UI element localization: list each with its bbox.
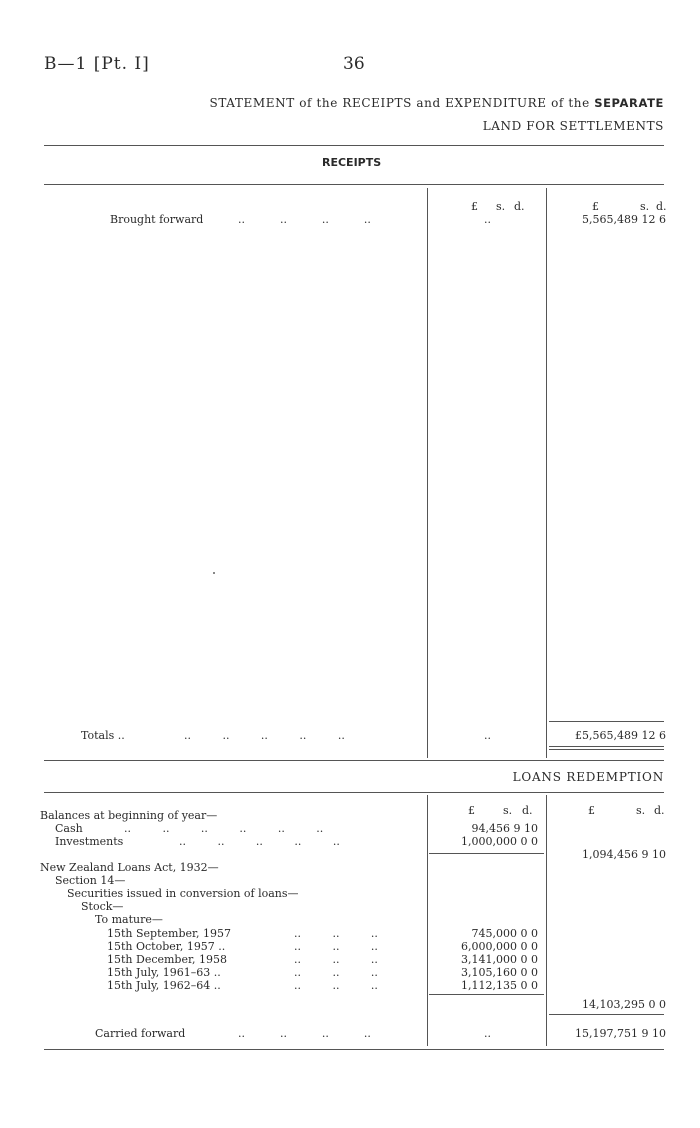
loans-col-divider-1-lower: [427, 1020, 428, 1046]
loans-col-divider-2: [546, 795, 547, 1020]
maturity-label: 15th December, 1958: [107, 953, 228, 966]
carried-forward-mid: ..: [484, 1027, 491, 1040]
brought-forward-mid: ..: [484, 213, 491, 226]
col-header-pounds-total: £: [592, 200, 599, 213]
title-bold-word: SEPARATE: [594, 96, 664, 110]
stray-mark: [213, 572, 215, 574]
brought-forward-label: Brought forward: [110, 213, 204, 226]
securities-label: Securities issued in conversion of loans—: [67, 887, 299, 900]
totals-value: £5,565,489 12 6: [575, 729, 666, 742]
investments-value: 1,000,000 0 0: [461, 835, 538, 848]
loans-col-divider-2-lower: [546, 1014, 547, 1046]
stock-label: Stock—: [81, 900, 124, 913]
page-number: 36: [343, 54, 365, 74]
document-reference: B—1 [Pt. I]: [44, 54, 150, 74]
receipts-col-divider-1: [427, 188, 428, 758]
bottom-rule: [44, 1049, 664, 1050]
col-header-pounds: £: [471, 200, 478, 213]
maturity-label: 15th July, 1961–63 ..: [107, 966, 221, 979]
leader-dots: .. .. .. .. .. ..: [124, 822, 324, 835]
totals-mid: ..: [484, 729, 491, 742]
loans-header-rule: [44, 792, 664, 793]
top-rule: [44, 145, 664, 146]
leader-dots: .. .. .. .. ..: [184, 729, 345, 742]
loans-heading: LOANS REDEMPTION: [512, 770, 664, 784]
maturity-label: 15th September, 1957: [107, 927, 232, 940]
investments-label: Investments: [55, 835, 124, 848]
subtotal-rule: [429, 994, 544, 995]
leader-dots: .. .. .. ..: [238, 1027, 371, 1040]
carried-forward-label: Carried forward: [95, 1027, 186, 1040]
leader-dots: .. .. .. .. ..: [179, 835, 340, 848]
section-label: Section 14—: [55, 874, 126, 887]
leader-dots: .. .. ..: [294, 927, 378, 940]
leader-dots: .. .. .. ..: [238, 213, 371, 226]
statement-title-line1: [210, 96, 664, 110]
col-header-shillings: s.: [496, 200, 506, 213]
subtotal-rule: [429, 853, 544, 854]
loans-col-header-shillings-total: s.: [636, 804, 646, 817]
maturity-value: 6,000,000 0 0: [461, 940, 538, 953]
leader-dots: .. .. ..: [294, 953, 378, 966]
totals-label: Totals ..: [81, 729, 125, 742]
receipts-heading: RECEIPTS: [322, 156, 382, 169]
totals-rule-above: [549, 721, 664, 722]
cash-value: 94,456 9 10: [471, 822, 538, 835]
maturity-value: 745,000 0 0: [471, 927, 538, 940]
maturity-value: 1,112,135 0 0: [461, 979, 538, 992]
maturity-label: 15th October, 1957 ..: [107, 940, 226, 953]
receipts-header-rule: [44, 184, 664, 185]
loans-col-divider-1: [427, 795, 428, 1020]
brought-forward-total: 5,565,489 12 6: [582, 213, 666, 226]
statement-title-line2: LAND FOR SETTLEMENTS: [482, 119, 664, 133]
carried-forward-rule: [549, 1014, 664, 1015]
loans-col-header-pounds-total: £: [588, 804, 595, 817]
balances-total: 1,094,456 9 10: [582, 848, 666, 861]
loans-col-header-shillings: s.: [503, 804, 513, 817]
leader-dots: .. .. ..: [294, 940, 378, 953]
loans-col-header-pence-total: d.: [654, 804, 665, 817]
col-header-pence-total: d.: [656, 200, 667, 213]
carried-forward-total: 15,197,751 9 10: [575, 1027, 666, 1040]
leader-dots: .. .. ..: [294, 979, 378, 992]
balances-label: Balances at beginning of year—: [40, 809, 218, 822]
maturity-value: 3,105,160 0 0: [461, 966, 538, 979]
mature-label: To mature—: [95, 913, 163, 926]
totals-double-rule-2: [549, 749, 664, 750]
act-label: New Zealand Loans Act, 1932—: [40, 861, 219, 874]
totals-double-rule-1: [549, 746, 664, 747]
col-header-shillings-total: s.: [640, 200, 650, 213]
title-prefix: STATEMENT of the RECEIPTS and EXPENDITURE of the: [209, 96, 590, 110]
maturity-value: 3,141,000 0 0: [461, 953, 538, 966]
col-header-pence: d.: [514, 200, 525, 213]
maturity-label: 15th July, 1962–64 ..: [107, 979, 221, 992]
cash-label: Cash: [55, 822, 83, 835]
section-rule: [44, 760, 664, 761]
receipts-col-divider-2: [546, 188, 547, 758]
loans-col-header-pence: d.: [522, 804, 533, 817]
maturities-total: 14,103,295 0 0: [582, 998, 666, 1011]
leader-dots: .. .. ..: [294, 966, 378, 979]
loans-col-header-pounds: £: [468, 804, 475, 817]
